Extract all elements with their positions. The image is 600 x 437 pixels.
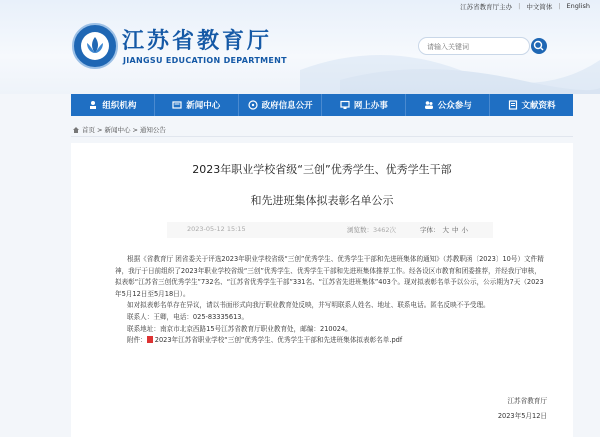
link-simplified-chinese[interactable]: 中文简体 bbox=[526, 3, 553, 11]
breadcrumb-separator: > bbox=[132, 125, 138, 134]
info-icon bbox=[248, 100, 258, 110]
article-panel bbox=[71, 143, 573, 437]
search-box bbox=[418, 37, 530, 55]
nav-label: 文献资料 bbox=[521, 101, 556, 111]
nav-label: 公众参与 bbox=[437, 101, 472, 111]
article-body bbox=[115, 254, 547, 347]
main-nav bbox=[71, 94, 573, 116]
font-small-button[interactable]: 小 bbox=[461, 226, 468, 234]
signature-org: 江苏省教育厅 bbox=[507, 397, 547, 405]
view-count bbox=[347, 225, 396, 234]
font-size-controls bbox=[417, 225, 468, 234]
link-english[interactable]: English bbox=[566, 2, 590, 10]
font-medium-button[interactable]: 中 bbox=[452, 226, 459, 234]
views-label: 浏览数： bbox=[347, 226, 373, 234]
top-links bbox=[460, 2, 590, 11]
paragraph: 如对拟表彰名单存在异议，请以书面形式向我厅职业教育处反映，并写明联系人姓名、地址、联系电话。匿名反映不予受理。 bbox=[127, 301, 490, 310]
contact-info: 联系人：王卿，电话：025-83335613。 bbox=[127, 312, 249, 321]
nav-item-public-participation[interactable] bbox=[406, 94, 490, 116]
site-header bbox=[0, 0, 600, 94]
paragraph: 根据《省教育厅 团省委关于评选2023年职业学校省级“三创”优秀学生、优秀学生干部和先进班集体的通知》（苏教职函〔2023〕10号）文件精神，我厅于日前组织了2023年职业学校省级“三创”优秀学生、优秀学生干部和先进班集体推荐工作。经各设区市教育和团委推荐，并经我厅审核，拟表彰“江苏省三创优秀学生”732名、“江苏省优秀学生干部”331名、“江苏省先进班集体”403个。现对拟表彰名单予以公示，公示期为7天（2023年5月12日至5月18日）。 bbox=[115, 255, 544, 298]
breadcrumb-separator: > bbox=[97, 125, 103, 134]
nav-item-organization[interactable] bbox=[71, 94, 155, 116]
site-title: 江苏省教育厅 bbox=[122, 29, 273, 54]
font-large-button[interactable]: 大 bbox=[442, 226, 449, 234]
breadcrumb-news[interactable]: 新闻中心 bbox=[104, 126, 131, 134]
views-value: 3462次 bbox=[373, 226, 397, 234]
publish-date: 2023-05-12 15:15 bbox=[187, 225, 246, 233]
article-title-line1: 2023年职业学校省级“三创”优秀学生、优秀学生干部 bbox=[192, 163, 452, 176]
nav-label: 网上办事 bbox=[353, 101, 388, 111]
contact-address: 联系地址：南京市北京西路15号江苏省教育厅职业教育处，邮编：210024。 bbox=[127, 324, 352, 333]
divider bbox=[71, 136, 573, 137]
nav-label: 组织机构 bbox=[102, 101, 137, 111]
signature-date: 2023年5月12日 bbox=[497, 412, 547, 420]
attachment-link[interactable]: 2023年江苏省职业学校“三创”优秀学生、优秀学生干部和先进班集体拟表彰名单.pdf bbox=[154, 336, 403, 345]
book-icon bbox=[508, 100, 518, 110]
nav-item-news[interactable] bbox=[155, 94, 239, 116]
separator: | bbox=[518, 2, 521, 10]
breadcrumb-notices[interactable]: 通知公告 bbox=[139, 126, 166, 134]
monitor-icon bbox=[340, 100, 350, 110]
link-sponsor: 江苏省教育厅主办 bbox=[460, 3, 513, 11]
search-icon bbox=[531, 38, 547, 54]
nav-label: 新闻中心 bbox=[186, 101, 221, 111]
attachment-label: 附件： bbox=[127, 336, 147, 345]
attachment-row bbox=[115, 335, 547, 347]
site-logo[interactable] bbox=[72, 23, 118, 69]
font-label: 字体： bbox=[420, 226, 440, 234]
search-button[interactable] bbox=[531, 38, 547, 54]
lotus-icon bbox=[81, 32, 109, 60]
article-title-line2: 和先进班集体拟表彰名单公示 bbox=[250, 194, 394, 207]
breadcrumb-home[interactable]: 首页 bbox=[82, 126, 95, 134]
nav-item-documents[interactable] bbox=[490, 94, 573, 116]
nav-item-gov-info[interactable] bbox=[239, 94, 323, 116]
logo-emblem bbox=[81, 32, 109, 60]
people-icon bbox=[424, 100, 434, 110]
pdf-icon bbox=[147, 336, 153, 343]
search-input[interactable] bbox=[427, 40, 507, 53]
separator: | bbox=[558, 2, 561, 10]
breadcrumb bbox=[72, 125, 166, 134]
news-icon bbox=[172, 100, 182, 110]
site-subtitle: JIANGSU EDUCATION DEPARTMENT bbox=[123, 56, 287, 65]
org-icon bbox=[88, 100, 98, 110]
home-icon bbox=[72, 126, 80, 134]
article-meta bbox=[167, 225, 493, 235]
nav-item-online-service[interactable] bbox=[322, 94, 406, 116]
nav-label: 政府信息公开 bbox=[261, 101, 313, 111]
